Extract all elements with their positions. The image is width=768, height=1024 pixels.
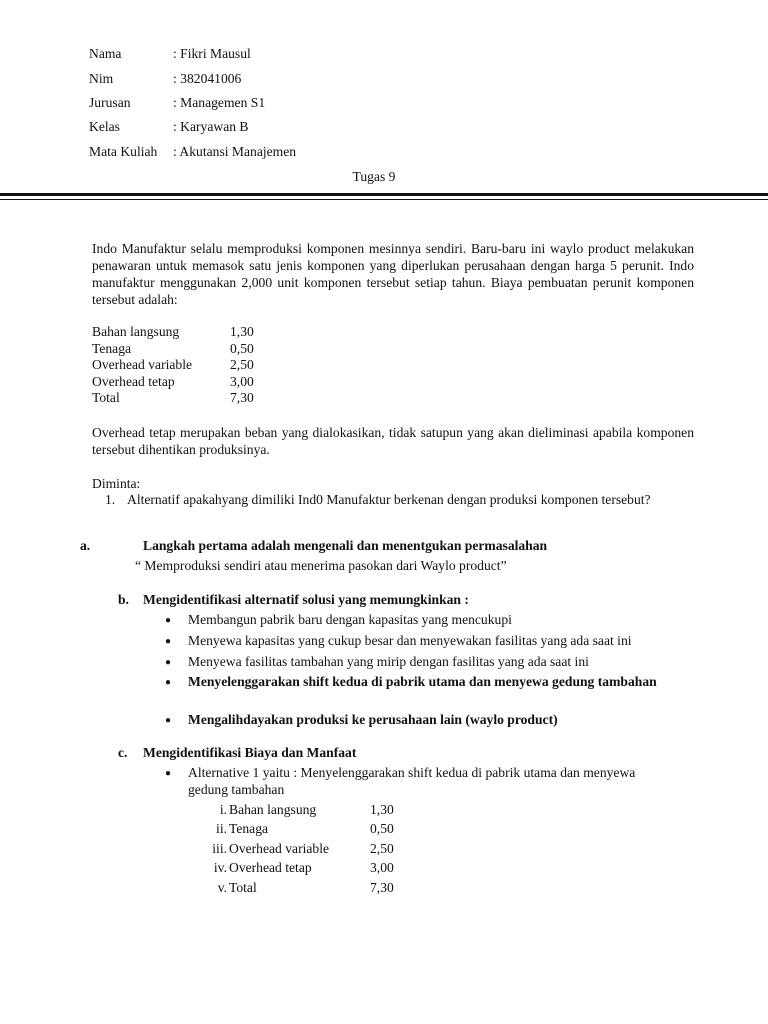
field-value: : Akutansi Manajemen bbox=[173, 144, 297, 159]
bullet-icon: ● bbox=[165, 615, 172, 626]
cost-item: Overhead tetap bbox=[92, 374, 175, 389]
bullet-text: Menyewa kapasitas yang cukup besar dan menyewakan fasilitas yang ada saat ini bbox=[188, 633, 632, 648]
cost-value: 1,30 bbox=[370, 802, 394, 817]
cost-row bbox=[160, 802, 400, 820]
bullet-icon: ● bbox=[165, 657, 172, 668]
bullet-icon: ● bbox=[165, 636, 172, 647]
cost-value: 7,30 bbox=[230, 390, 254, 405]
field-label: Nama bbox=[89, 46, 122, 61]
bullet-item bbox=[165, 674, 665, 710]
section-c-letter: c. bbox=[118, 745, 128, 760]
field-value: : 382041006 bbox=[173, 71, 242, 86]
roman-numeral: i. bbox=[219, 802, 227, 817]
cost-item: Overhead variable bbox=[229, 841, 330, 856]
field-label: Nim bbox=[89, 71, 114, 86]
cost-value: 1,30 bbox=[230, 324, 254, 339]
divider-thin bbox=[0, 199, 768, 200]
section-a-heading: Langkah pertama adalah mengenali dan menentgukan permasalahan bbox=[143, 538, 548, 553]
section-a-quote: “ Memproduksi sendiri atau menerima pasokan dari Waylo product” bbox=[135, 558, 507, 573]
section-c-heading: Mengidentifikasi Biaya dan Manfaat bbox=[143, 745, 357, 760]
field-label: Kelas bbox=[89, 119, 120, 134]
bullet-item bbox=[165, 654, 705, 672]
document-title: Tugas 9 bbox=[352, 169, 396, 184]
cost-item: Bahan langsung bbox=[229, 802, 317, 817]
bullet-item bbox=[165, 712, 705, 730]
cost-value: 0,50 bbox=[370, 821, 394, 836]
cost-value: 3,00 bbox=[230, 374, 254, 389]
bullet-text: Menyelenggarakan shift kedua di pabrik utama dan menyewa gedung tambahan bbox=[188, 674, 657, 689]
cost-value: 2,50 bbox=[370, 841, 394, 856]
cost-item: Tenaga bbox=[229, 821, 269, 836]
section-a-letter: a. bbox=[80, 538, 91, 553]
cost-value: 0,50 bbox=[230, 341, 254, 356]
bullet-icon: ● bbox=[165, 768, 172, 779]
question-text: Alternatif apakahyang dimiliki Ind0 Manufaktur berkenan dengan produksi komponen tersebut? bbox=[127, 492, 651, 507]
bullet-item bbox=[165, 765, 665, 801]
cost-item: Overhead tetap bbox=[229, 860, 312, 875]
bullet-text: Membangun pabrik baru dengan kapasitas yang mencukupi bbox=[188, 612, 512, 627]
section-b-letter: b. bbox=[118, 592, 129, 607]
cost-row bbox=[160, 880, 400, 898]
cost-item: Tenaga bbox=[92, 341, 132, 356]
cost-value: 2,50 bbox=[230, 357, 254, 372]
bullet-icon: ● bbox=[165, 677, 172, 688]
cost-value: 3,00 bbox=[370, 860, 394, 875]
roman-numeral: ii. bbox=[216, 821, 227, 836]
bullet-text: Mengalihdayakan produksi ke perusahaan lain (waylo product) bbox=[188, 712, 558, 727]
cost-item: Total bbox=[92, 390, 120, 405]
field-value: : Fikri Mausul bbox=[173, 46, 251, 61]
field-value: : Karyawan B bbox=[173, 119, 249, 134]
cost-value: 7,30 bbox=[370, 880, 394, 895]
bullet-item bbox=[165, 633, 705, 651]
question-number: 1. bbox=[105, 492, 116, 507]
roman-numeral: iii. bbox=[212, 841, 227, 856]
roman-numeral: iv. bbox=[213, 860, 227, 875]
cost-row bbox=[160, 841, 400, 859]
field-value: : Managemen S1 bbox=[173, 95, 266, 110]
overhead-note: Overhead tetap merupakan beban yang dialokasikan, tidak satupun yang akan dieliminasi apabila komponen tersebut dihentikan produksinya. bbox=[92, 425, 694, 457]
cost-item: Bahan langsung bbox=[92, 324, 180, 339]
field-label: Jurusan bbox=[89, 95, 131, 110]
divider-thick bbox=[0, 193, 768, 196]
bullet-icon: ● bbox=[165, 715, 172, 726]
cost-row bbox=[160, 860, 400, 878]
intro-paragraph: Indo Manufaktur selalu memproduksi komponen mesinnya sendiri. Baru-baru ini waylo product melakukan penawaran untuk memasok satu jenis komponen yang diperlukan perusahaan dengan harga 5 perunit. Indo manufaktur menggunakan 2,000 unit komponen tersebut setiap tahun. Biaya pembuatan perunit komponen tersebut adalah: bbox=[92, 241, 694, 307]
cost-row bbox=[160, 821, 400, 839]
cost-item: Overhead variable bbox=[92, 357, 193, 372]
bullet-text: Alternative 1 yaitu : Menyelenggarakan shift kedua di pabrik utama dan menyewa gedung tambahan bbox=[188, 765, 636, 797]
field-label: Mata Kuliah bbox=[89, 144, 158, 159]
diminta-label: Diminta: bbox=[92, 476, 141, 491]
cost-item: Total bbox=[229, 880, 257, 895]
roman-numeral: v. bbox=[217, 880, 227, 895]
bullet-text: Menyewa fasilitas tambahan yang mirip dengan fasilitas yang ada saat ini bbox=[188, 654, 589, 669]
section-b-heading: Mengidentifikasi alternatif solusi yang memungkinkan : bbox=[143, 592, 469, 607]
bullet-item bbox=[165, 612, 705, 630]
